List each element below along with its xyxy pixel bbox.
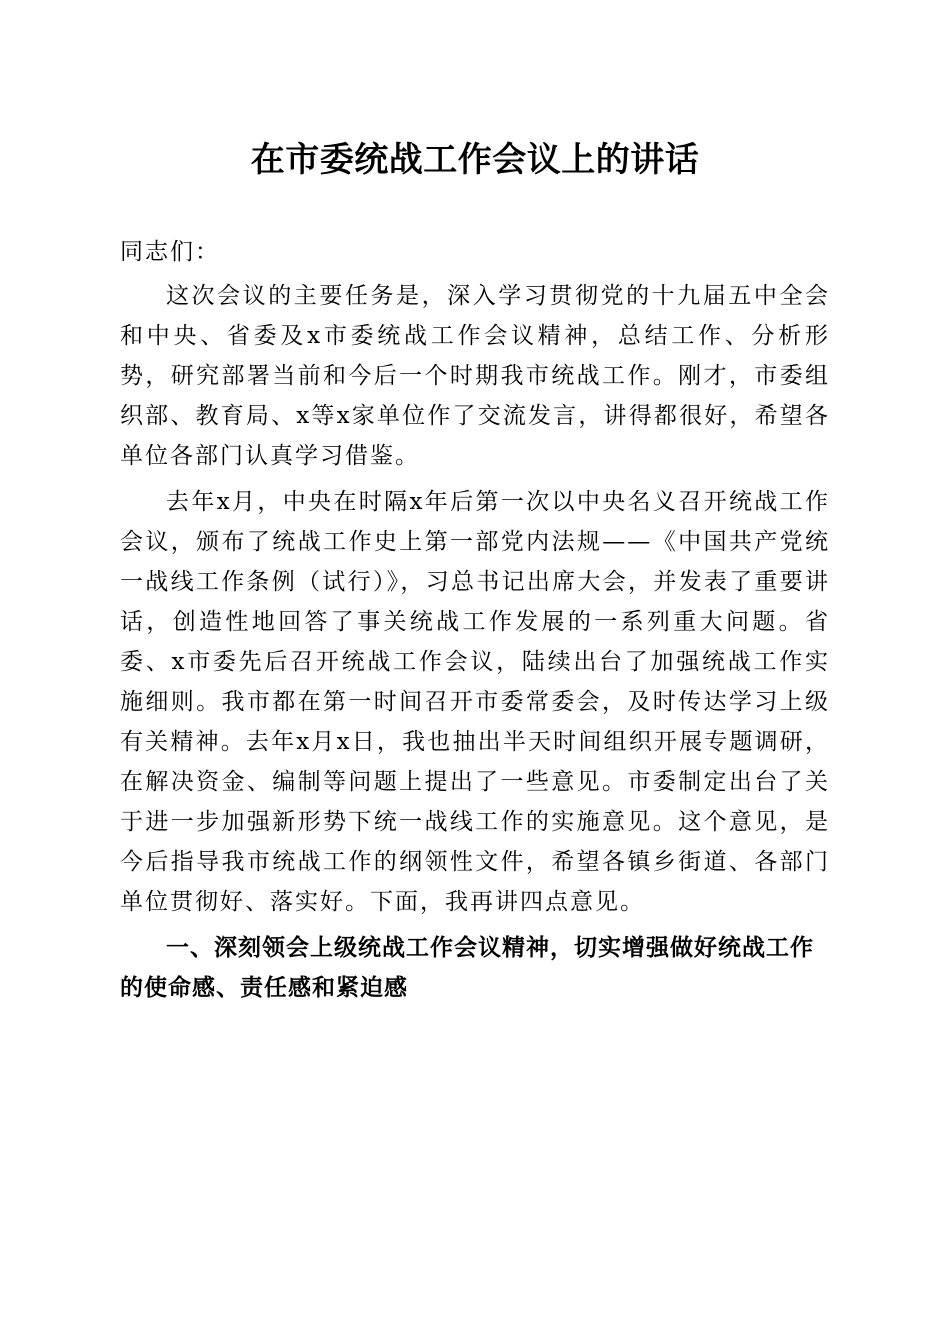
document-body (120, 232, 830, 1008)
salutation: 同志们： (120, 239, 220, 265)
paragraph-1: 这次会议的主要任务是，深入学习贯彻党的十九届五中全会和中央、省委及x市委统战工作会议精神，总结工作、分析形势，研究部署当前和今后一个时期我市统战工作。刚才，市委组织部、教育局、x等x家单位作了交流发言，讲得都很好，希望各单位各部门认真学习借鉴。 (120, 283, 830, 469)
document-title: 在市委统战工作会议上的讲话 (250, 140, 700, 180)
paragraph-2: 去年x月，中央在时隔x年后第一次以中央名义召开统战工作会议，颁布了统战工作史上第一部党内法规——《中国共产党统一战线工作条例（试行）》，习总书记出席大会，并发表了重要讲话，创造性地回答了事关统战工作发展的一系列重大问题。省委、x市委先后召开统战工作会议，陆续出台了加强统战工作实施细则。我市都在第一时间召开市委常委会，及时传达学习上级有关精神。去年x月x日，我也抽出半天时间组织开展专题调研，在解决资金、编制等问题上提出了一些意见。市委制定出台了关于进一步加强新形势下统一战线工作的实施意见。这个意见，是今后指导我市统战工作的纲领性文件，希望各镇乡街道、各部门单位贯彻好、落实好。下面，我再讲四点意见。 (120, 489, 830, 915)
section-heading-1: 一、深刻领会上级统战工作会议精神，切实增强做好统战工作的使命感、责任感和紧迫感 (120, 935, 814, 1001)
